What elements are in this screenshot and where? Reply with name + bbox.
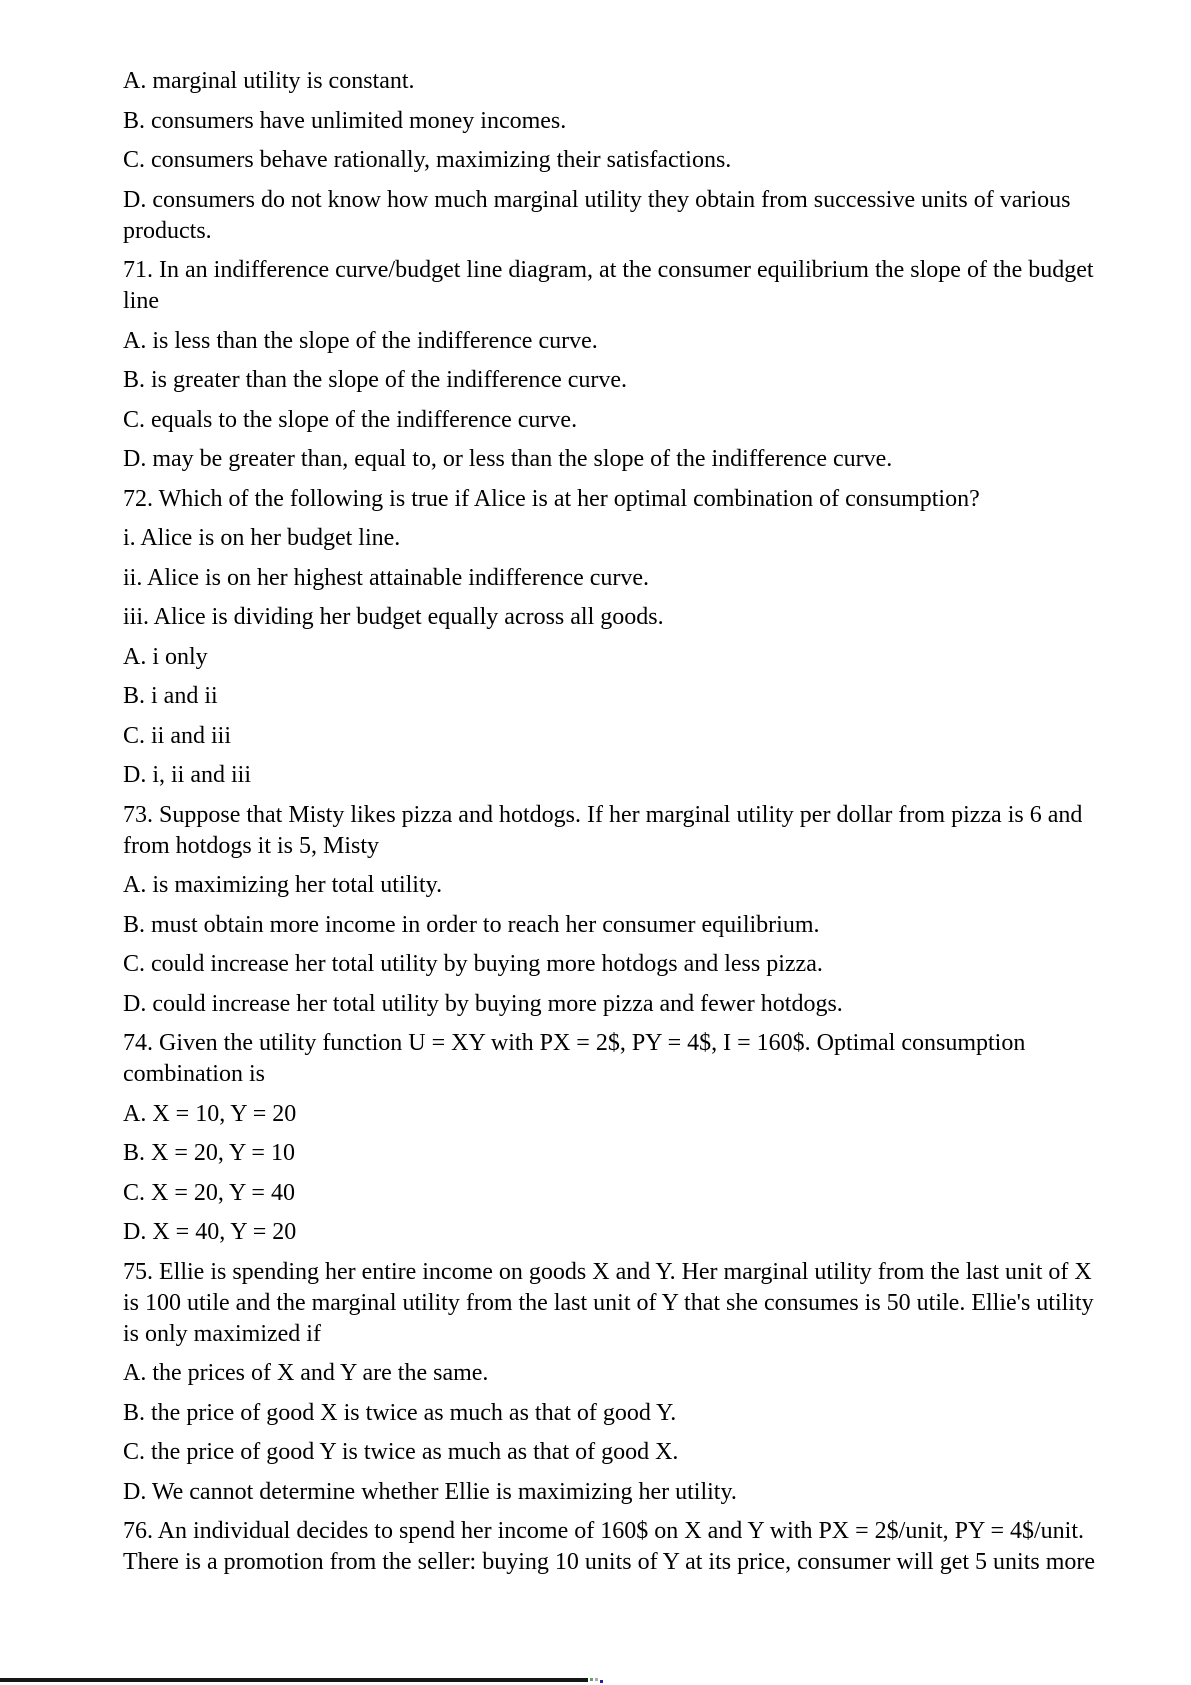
question-73-stem: 73. Suppose that Misty likes pizza and hotdogs. If her marginal utility per dollar from pizza is 6 and from hotdogs it is 5, Misty (123, 801, 1083, 859)
question-73-option-b: B. must obtain more income in order to reach her consumer equilibrium. (123, 911, 820, 938)
question-72-statement-ii: ii. Alice is on her highest attainable indifference curve. (123, 564, 650, 591)
question-74-option-c: C. X = 20, Y = 40 (123, 1179, 295, 1206)
question-74-option-b: B. X = 20, Y = 10 (123, 1140, 295, 1166)
question-73-option-a: A. is maximizing her total utility. (123, 872, 443, 898)
question-74-stem: 74. Given the utility function U = XY with PX = 2$, PY = 4$, I = 160$. Optimal consumption combination is (123, 1030, 1026, 1087)
question-72-statement-iii: iii. Alice is dividing her budget equally across all goods. (123, 604, 664, 630)
question-74-option-d: D. X = 40, Y = 20 (123, 1219, 297, 1245)
pixel-artifact-green (590, 1678, 593, 1681)
question-72-stem: 72. Which of the following is true if Alice is at her optimal combination of consumption? (123, 485, 980, 512)
question-75-option-a: A. the prices of X and Y are the same. (123, 1360, 489, 1386)
question-71-option-a: A. is less than the slope of the indifference curve. (123, 327, 598, 354)
question-76-stem: 76. An individual decides to spend her income of 160$ on X and Y with PX = 2$/unit, PY = 4$/unit. There is a promotion from the seller: buying 10 units of Y at its price, consumer will get 5 units more (123, 1518, 1096, 1575)
question-73-option-d: D. could increase her total utility by buying more pizza and fewer hotdogs. (123, 990, 843, 1017)
question-75-option-d: D. We cannot determine whether Ellie is maximizing her utility. (123, 1478, 737, 1505)
question-74-option-a: A. X = 10, Y = 20 (123, 1100, 297, 1127)
prev-question-option-c: C. consumers behave rationally, maximizing their satisfactions. (123, 147, 732, 173)
question-75-option-c: C. the price of good Y is twice as much as that of good X. (123, 1439, 679, 1465)
question-72-statement-i: i. Alice is on her budget line. (123, 525, 401, 551)
question-72-option-b: B. i and ii (123, 683, 218, 709)
question-71-option-b: B. is greater than the slope of the indifference curve. (123, 367, 628, 393)
prev-question-option-b: B. consumers have unlimited money incomes. (123, 107, 567, 134)
question-71-stem: 71. In an indifference curve/budget line diagram, at the consumer equilibrium the slope of the budget line (123, 257, 1094, 314)
question-72-option-c: C. ii and iii (123, 722, 231, 749)
question-75-stem: 75. Ellie is spending her entire income on goods X and Y. Her marginal utility from the last unit of X is 100 utile and the marginal utility from the last unit of Y that she consumes is 50 utile. Ellie's utility is only maximized if (123, 1258, 1094, 1347)
bottom-edge-bar (0, 1678, 588, 1682)
pixel-artifact-pink (595, 1678, 598, 1681)
question-73-option-c: C. could increase her total utility by buying more hotdogs and less pizza. (123, 951, 823, 977)
question-75-option-b: B. the price of good X is twice as much as that of good Y. (123, 1399, 677, 1426)
prev-question-option-a: A. marginal utility is constant. (123, 68, 415, 94)
question-72-option-d: D. i, ii and iii (123, 762, 251, 788)
prev-question-option-d: D. consumers do not know how much marginal utility they obtain from successive units of various products. (123, 186, 1071, 244)
question-71-option-d: D. may be greater than, equal to, or less than the slope of the indifference curve. (123, 446, 893, 472)
question-72-option-a: A. i only (123, 643, 208, 670)
question-71-option-c: C. equals to the slope of the indifference curve. (123, 406, 578, 433)
pixel-artifact-blue (600, 1680, 603, 1683)
